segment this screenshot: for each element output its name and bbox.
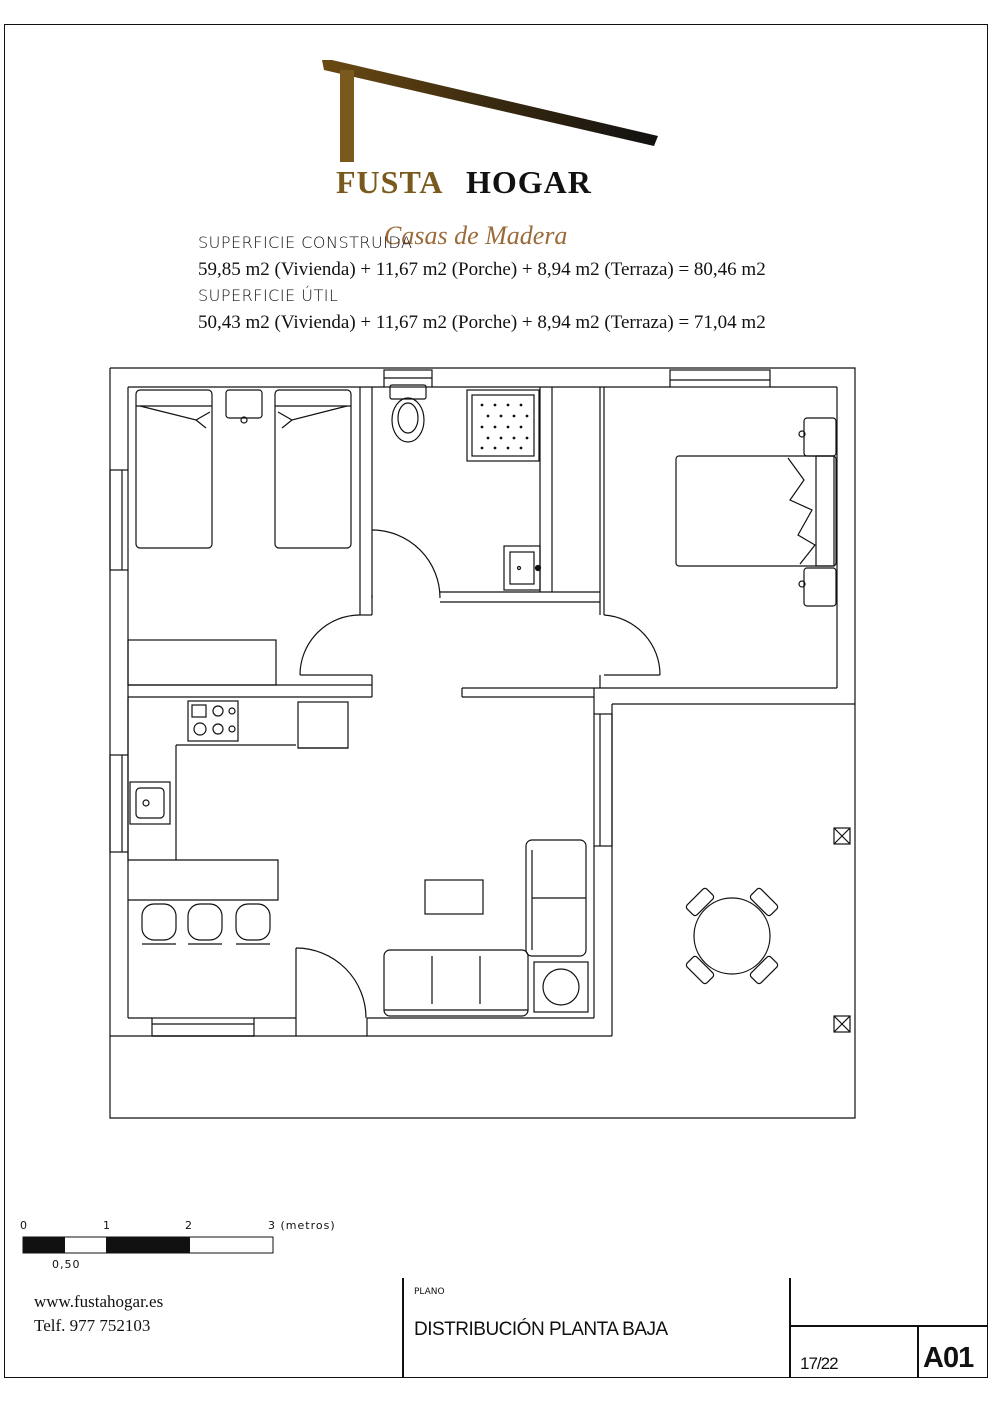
interior-walls <box>128 387 604 697</box>
useful-area-value: 50,43 m2 (Vivienda) + 11,67 m2 (Porche) + 8,94 m2 (Terraza) = 71,04 m2 <box>198 312 766 333</box>
terrace <box>685 828 850 1032</box>
shower-pattern <box>481 404 529 450</box>
doors <box>296 530 660 1018</box>
outer-outline <box>110 368 855 1118</box>
title-block-divider-code <box>917 1325 919 1378</box>
plan-title: DISTRIBUCIÓN PLANTA BAJA <box>414 1319 668 1340</box>
scale-label-1: 1 <box>103 1219 111 1232</box>
plan-label: PLANO <box>414 1287 445 1297</box>
logo-word-fusta: FUSTA <box>336 164 444 200</box>
scale-label-3: 3 (metros) <box>268 1219 336 1232</box>
logo-word-hogar: HOGAR <box>466 164 592 200</box>
twin-beds <box>128 390 351 685</box>
kitchen <box>128 697 348 944</box>
website-text: www.fustahogar.es <box>34 1292 164 1311</box>
scale-sub-label: 0,50 <box>52 1258 81 1271</box>
title-block-divider-mid <box>789 1278 791 1378</box>
scale-label-2: 2 <box>185 1219 193 1232</box>
drawing-code: A01 <box>923 1342 974 1374</box>
logo-tagline: Casas de Madera <box>384 221 568 250</box>
bathroom-fixtures <box>390 385 541 590</box>
built-area-heading: SUPERFICIE CONSTRUIDA <box>198 233 413 252</box>
double-bed <box>676 418 836 606</box>
useful-area-heading: SUPERFICIE ÚTIL <box>198 286 339 305</box>
sheet-number: 17/22 <box>800 1354 838 1373</box>
title-block-divider-row <box>789 1325 988 1327</box>
scale-label-0: 0 <box>20 1219 28 1232</box>
living-room <box>384 840 588 1016</box>
built-area-value: 59,85 m2 (Vivienda) + 11,67 m2 (Porche) + 8,94 m2 (Terraza) = 80,46 m2 <box>198 259 766 280</box>
scale-bar-graphic <box>22 1236 276 1256</box>
windows <box>110 370 770 1036</box>
title-block-divider-left <box>402 1278 404 1378</box>
phone-text: Telf. 977 752103 <box>34 1316 151 1335</box>
